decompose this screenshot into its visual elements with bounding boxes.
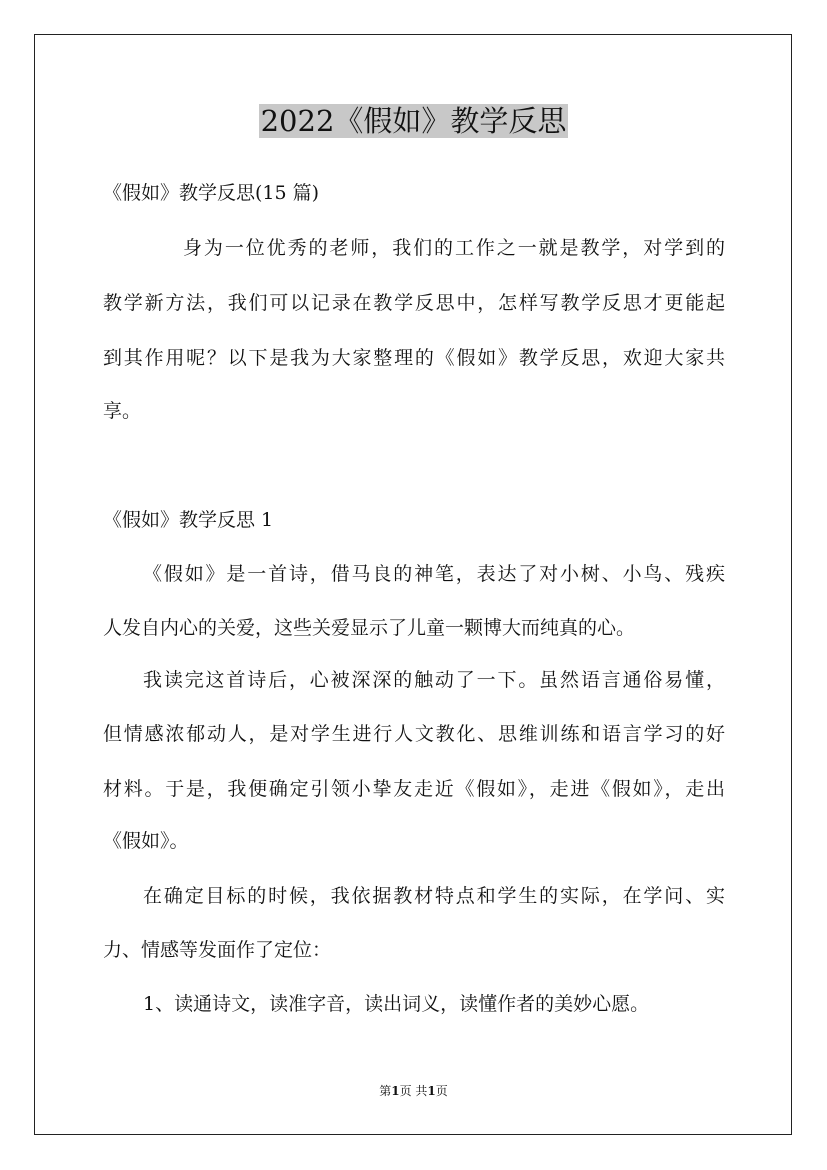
- footer-prefix: 第: [379, 1084, 392, 1098]
- para2-line-4: 《假如》。: [103, 830, 189, 852]
- intro-line-2: 教学新方法，我们可以记录在教学反思中，怎样写教学反思才更能起: [103, 292, 725, 314]
- intro-line-3: 到其作用呢？以下是我为大家整理的《假如》教学反思，欢迎大家共: [103, 347, 725, 369]
- list-item-1: 1、读通诗文，读准字音，读出词义，读懂作者的美妙心愿。: [143, 993, 650, 1015]
- para3-line-2: 力、情感等发面作了定位：: [103, 939, 332, 961]
- para1-line-1: 《假如》是一首诗，借马良的神笔，表达了对小树、小鸟、残疾: [143, 563, 725, 585]
- page-footer: [0, 1083, 827, 1099]
- intro-line-1: 身为一位优秀的老师，我们的工作之一就是教学，对学到的: [183, 237, 725, 259]
- para2-line-2: 但情感浓郁动人，是对学生进行人文教化、思维训练和语言学习的好: [103, 723, 725, 745]
- section-heading: 《假如》教学反思 1: [103, 509, 274, 531]
- document-title: [0, 101, 827, 141]
- document-title-text: 2022《假如》教学反思: [260, 104, 567, 138]
- document-subtitle: 《假如》教学反思(15 篇): [103, 182, 320, 204]
- para1-line-2: 人发自内心的关爱，这些关爱显示了儿童一颗博大而纯真的心。: [103, 617, 636, 639]
- footer-mid: 页 共: [399, 1084, 428, 1098]
- intro-line-4: 享。: [103, 400, 142, 422]
- footer-suffix: 页: [435, 1084, 448, 1098]
- para3-line-1: 在确定目标的时候，我依据教材特点和学生的实际，在学问、实: [143, 885, 725, 907]
- footer-page-number: 1: [391, 1084, 400, 1098]
- footer-page-total: 1: [427, 1084, 436, 1098]
- para2-line-1: 我读完这首诗后，心被深深的触动了一下。虽然语言通俗易懂，: [143, 669, 725, 691]
- para2-line-3: 材料。于是，我便确定引领小挚友走近《假如》，走进《假如》，走出: [103, 778, 725, 800]
